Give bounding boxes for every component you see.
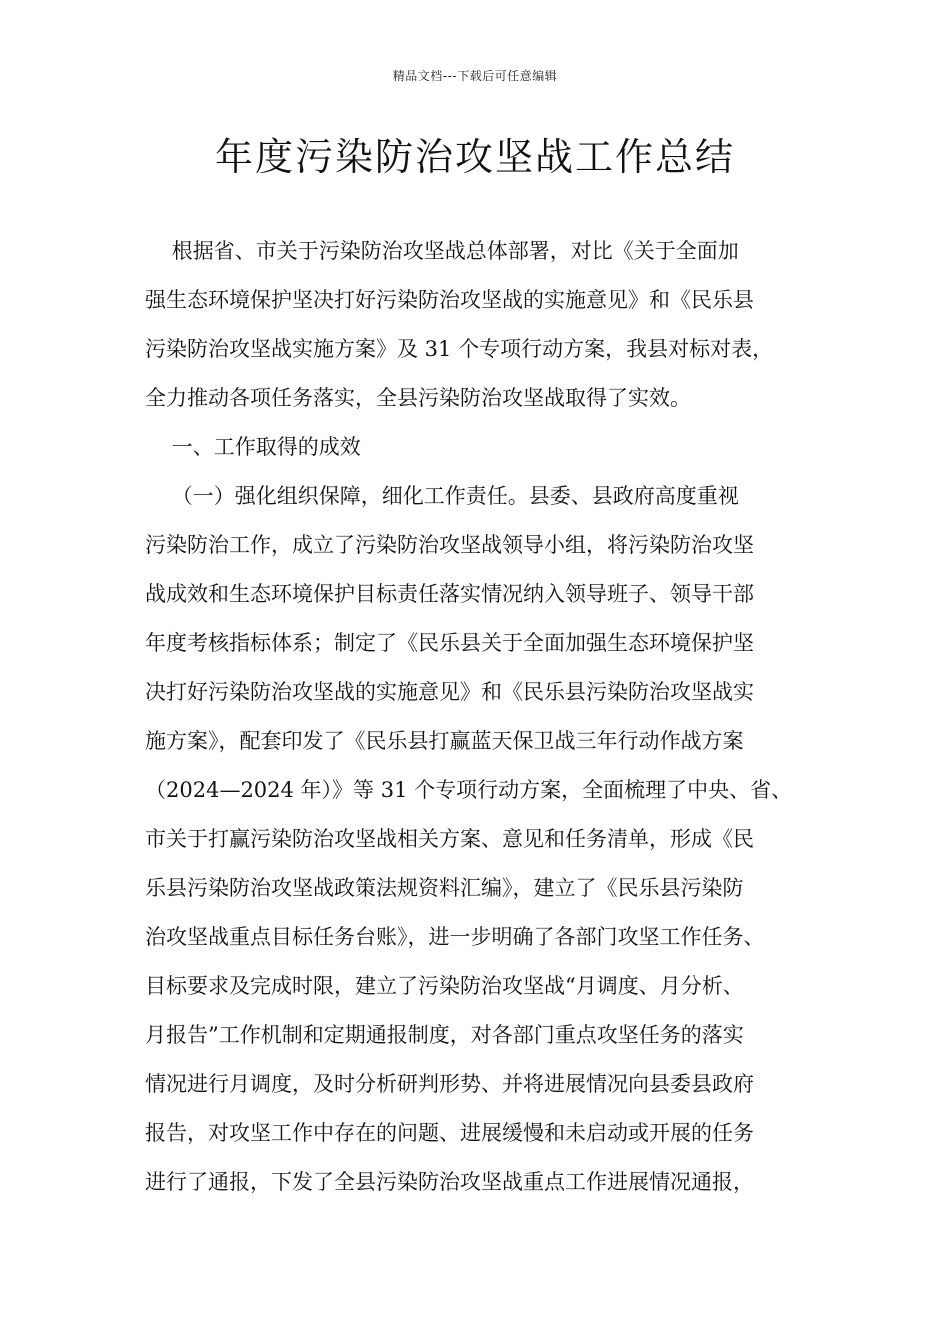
section-heading: 一、工作取得的成效	[145, 435, 361, 459]
paragraph-line: 月报告”工作机制和定期通报制度，对各部门重点攻坚任务的落实	[145, 1023, 744, 1047]
subsection-heading-line: （一）强化组织保障，细化工作责任。县委、县政府高度重视	[145, 484, 739, 508]
paragraph-line: 乐县污染防治攻坚战政策法规资料汇编》，建立了《民乐县污染防	[145, 876, 744, 900]
paragraph-line: （2024—2024 年）》等 31 个专项行动方案，全面梳理了中央、省、	[145, 778, 793, 802]
document-body	[145, 227, 825, 1207]
paragraph-line: 强生态环境保护坚决打好污染防治攻坚战的实施意见》和《民乐县	[145, 288, 754, 312]
paragraph-line: 全力推动各项任务落实，全县污染防治攻坚战取得了实效。	[145, 386, 691, 410]
paragraph-line: 战成效和生态环境保护目标责任落实情况纳入领导班子、领导干部	[145, 582, 754, 606]
document-title: 年度污染防治攻坚战工作总结	[214, 135, 735, 179]
paragraph-line: 决打好污染防治攻坚战的实施意见》和《民乐县污染防治攻坚战实	[145, 680, 754, 704]
paragraph-line: 情况进行月调度，及时分析研判形势、并将进展情况向县委县政府	[145, 1072, 754, 1096]
paragraph-line: 污染防治工作，成立了污染防治攻坚战领导小组，将污染防治攻坚	[145, 533, 754, 557]
paragraph-line: 目标要求及完成时限，建立了污染防治攻坚战“月调度、月分析、	[145, 974, 744, 998]
paragraph-line: 污染防治攻坚战实施方案》及 31 个专项行动方案，我县对标对表，	[145, 337, 774, 361]
paragraph-line: 市关于打赢污染防治攻坚战相关方案、意见和任务清单，形成《民	[145, 827, 754, 851]
header-note: 精品文档---下载后可任意编辑	[392, 69, 558, 83]
paragraph-line: 进行了通报，下发了全县污染防治攻坚战重点工作进展情况通报，	[145, 1170, 754, 1194]
paragraph-line: 年度考核指标体系；制定了《民乐县关于全面加强生态环境保护坚	[145, 631, 754, 655]
paragraph-line: 根据省、市关于污染防治攻坚战总体部署，对比《关于全面加	[145, 239, 739, 263]
paragraph-line: 施方案》，配套印发了《民乐县打赢蓝天保卫战三年行动作战方案	[145, 729, 744, 753]
paragraph-line: 报告，对攻坚工作中存在的问题、进展缓慢和未启动或开展的任务	[145, 1121, 754, 1145]
paragraph-line: 治攻坚战重点目标任务台账》，进一步明确了各部门攻坚工作任务、	[145, 925, 765, 949]
